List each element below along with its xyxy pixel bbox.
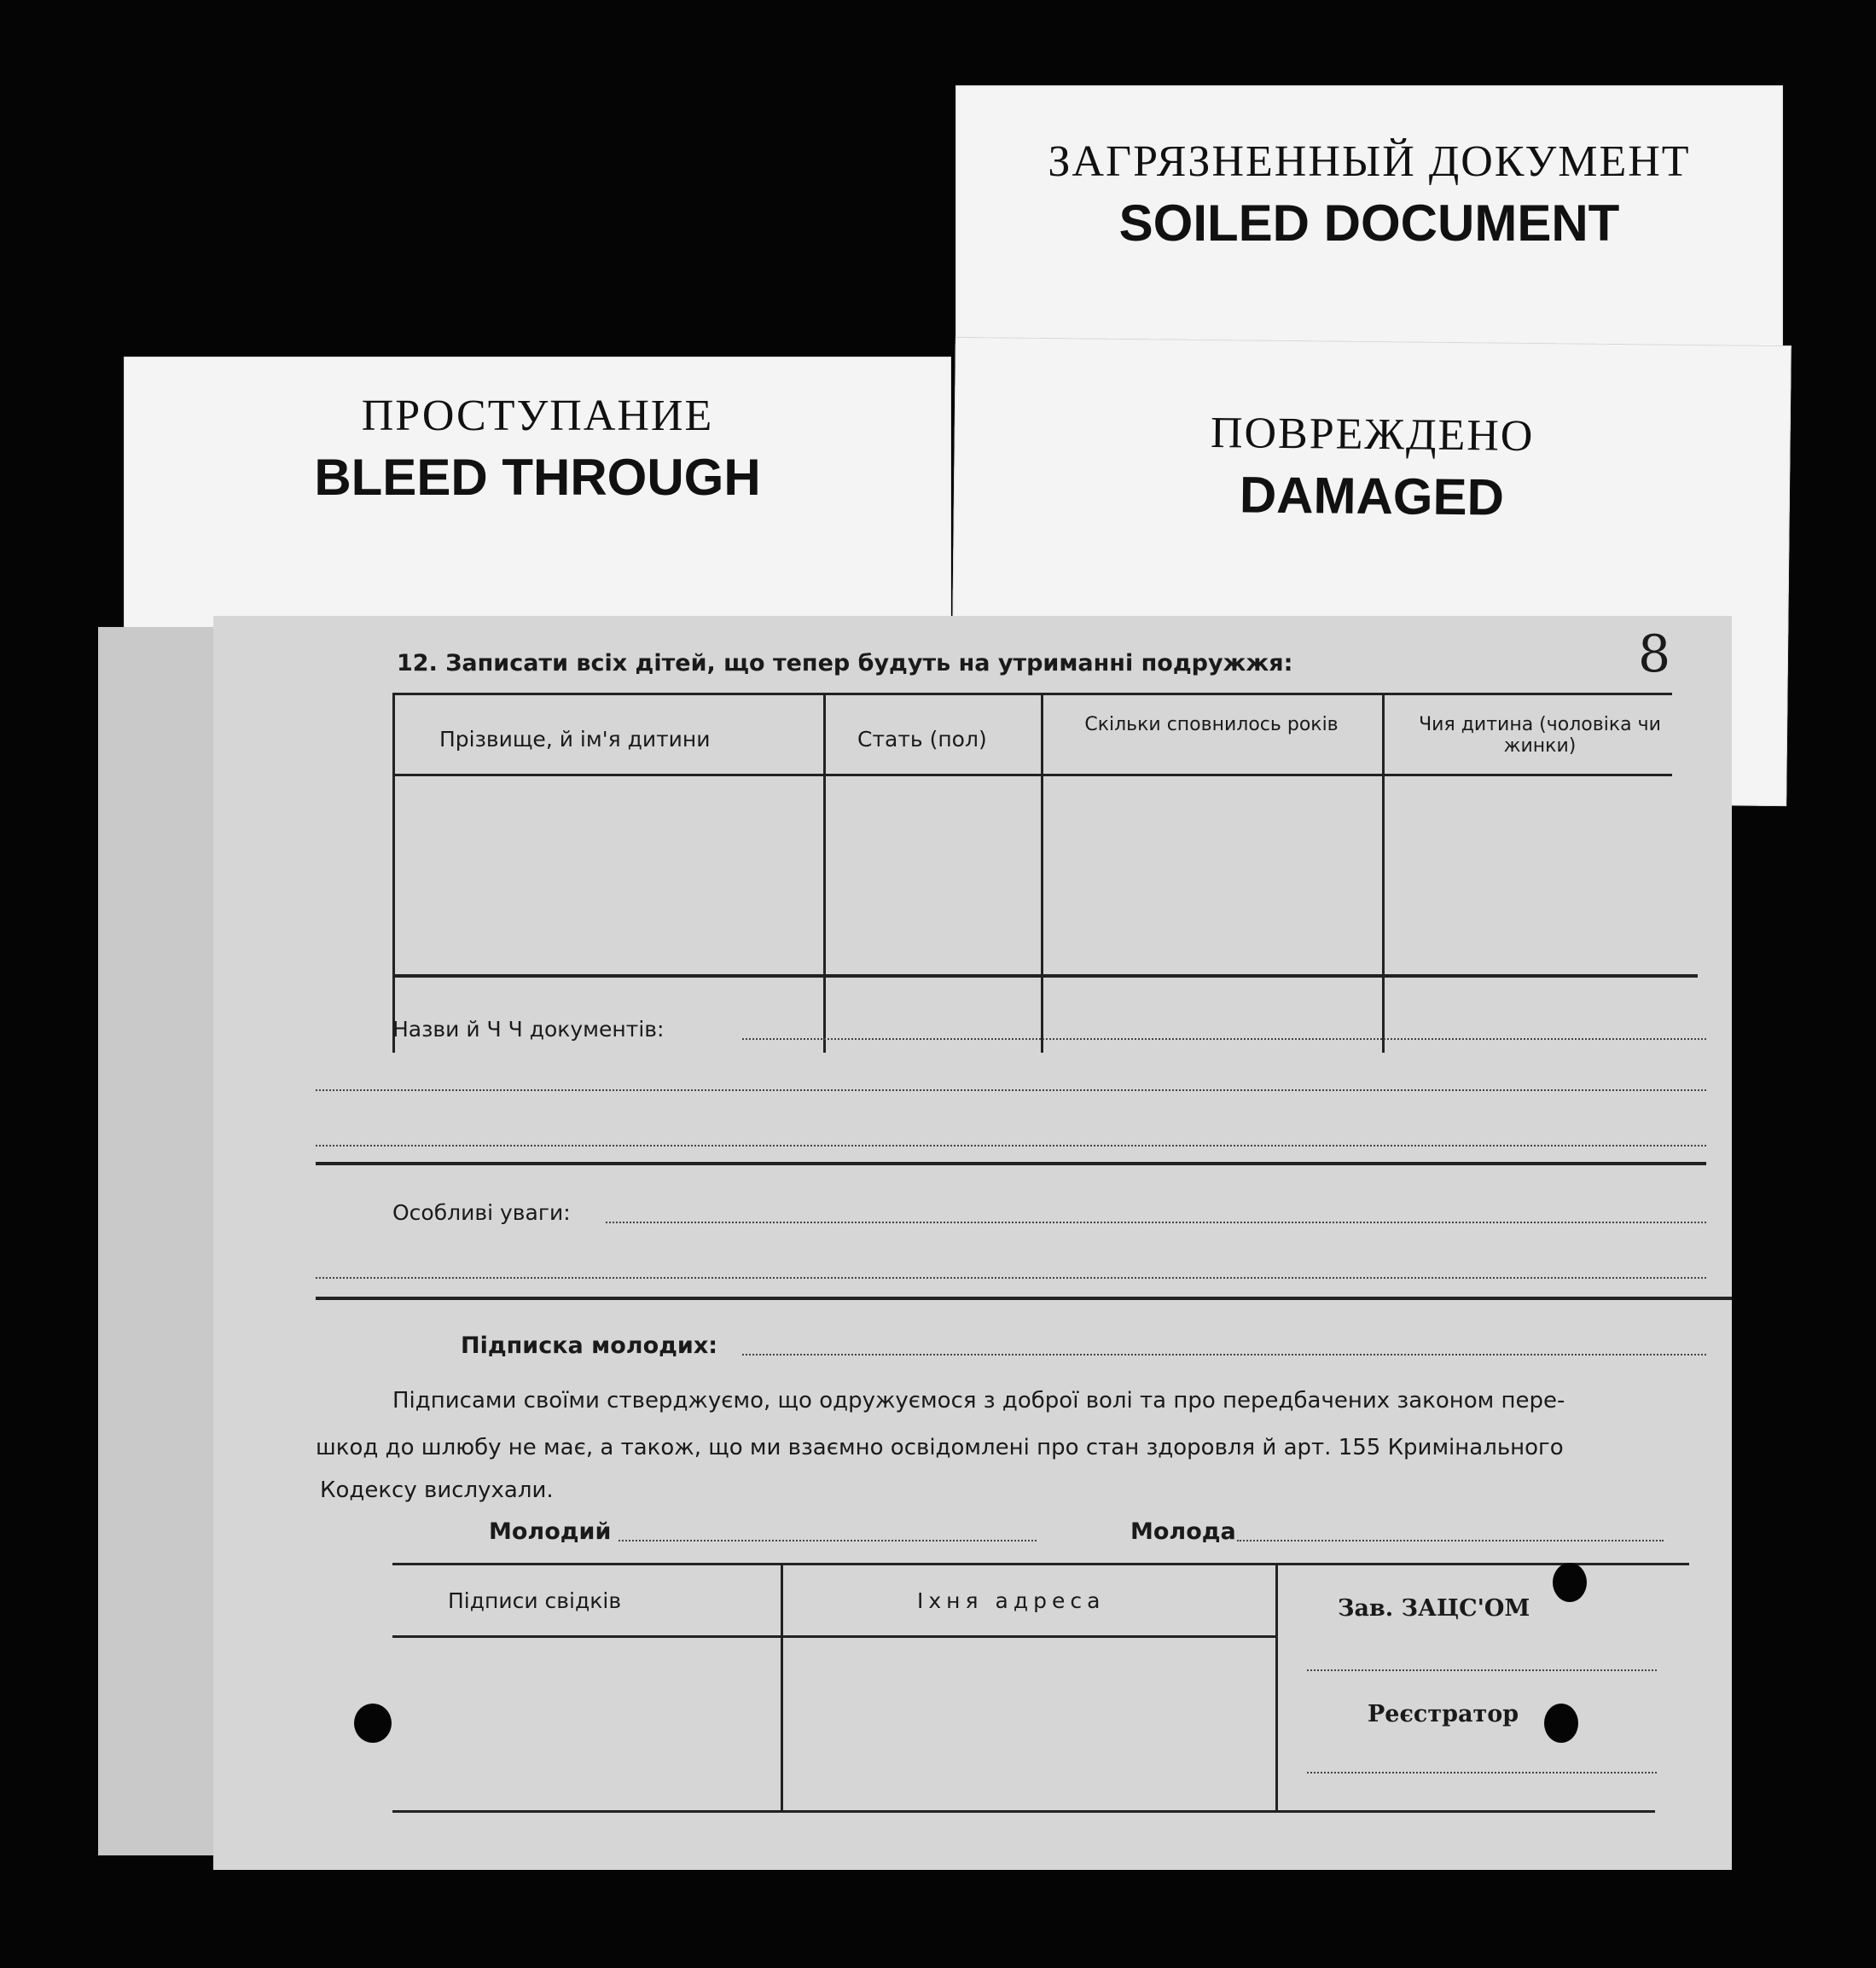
col-header-sex: Стать (пол) [857,727,987,752]
head-label: Зав. ЗАЦС'ОМ [1338,1595,1530,1622]
witness-table-bottom-rule [392,1810,1655,1813]
table-border [1041,694,1043,1053]
remarks-label: Особливі уваги: [392,1200,571,1225]
groom-signature-line [619,1540,1037,1541]
punch-hole [354,1704,392,1743]
bleed-label-ru: ПРОСТУПАНИЕ [361,392,714,440]
documents-label: Назви й Ч Ч документів: [392,1017,665,1042]
witnesses-label: Підписи свідків [448,1588,622,1613]
documents-rule [316,1162,1706,1165]
table-header-rule [392,774,1672,776]
remarks-line [606,1222,1706,1223]
punch-hole [1544,1704,1578,1743]
declaration-line-1: Підписами своїми стверджуємо, що одружуємося з доброї волі та про передбачених законом пере- [392,1388,1565,1414]
remarks-rule [316,1297,1732,1300]
groom-label: Молодий [489,1518,612,1545]
signature-label: Підписка молодих: [461,1332,718,1359]
col-header-name: Прізвище, й ім'я дитини [439,727,711,752]
table-border [392,694,395,1053]
page-number: 8 [1638,624,1671,684]
col-header-whose: Чия дитина (чоловіка чи жинки) [1419,714,1661,757]
witness-table-border [781,1565,783,1812]
declaration-line-3: Кодексу вислухали. [320,1477,554,1503]
bleed-through-card [124,357,951,638]
documents-line [316,1145,1706,1147]
documents-line [742,1038,1706,1040]
bleed-label-en: BLEED THROUGH [314,449,761,506]
documents-line [316,1089,1706,1091]
damaged-label-en: DAMAGED [1239,466,1505,526]
soiled-document-card [955,85,1783,367]
bride-label: Молода [1130,1518,1236,1545]
soiled-label-ru: ЗАГРЯЗНЕННЫЙ ДОКУМЕНТ [1048,137,1691,186]
table-border [823,694,826,1053]
witness-header-rule [392,1635,1275,1638]
witness-table-border [1275,1565,1278,1812]
declaration-line-2: шкод до шлюбу не має, а також, що ми взаємно освідомлені про стан здоровля й арт. 155 Кримінального [316,1435,1564,1460]
col-header-age: Скільки сповнилось років [1084,714,1339,735]
damaged-label-ru: ПОВРЕЖДЕНО [1210,409,1535,461]
table-border [1382,694,1385,1053]
remarks-line [316,1277,1706,1279]
bride-signature-line [1237,1540,1664,1541]
section-12-title: 12. Записати всіх дітей, що тепер будуть на утриманні подружжя: [397,650,1293,676]
table-bottom-rule [392,974,1698,978]
head-signature-line [1307,1669,1657,1671]
registrar-label: Реєстратор [1368,1701,1519,1727]
table-top-rule [392,693,1672,695]
registrar-signature-line [1307,1772,1657,1774]
address-label: Іхня адреса [917,1588,1106,1613]
signature-line [742,1354,1706,1356]
punch-hole [1553,1563,1587,1602]
witness-table-top-rule [392,1563,1689,1565]
marriage-form-page [213,616,1732,1870]
soiled-label-en: SOILED DOCUMENT [1118,194,1620,252]
